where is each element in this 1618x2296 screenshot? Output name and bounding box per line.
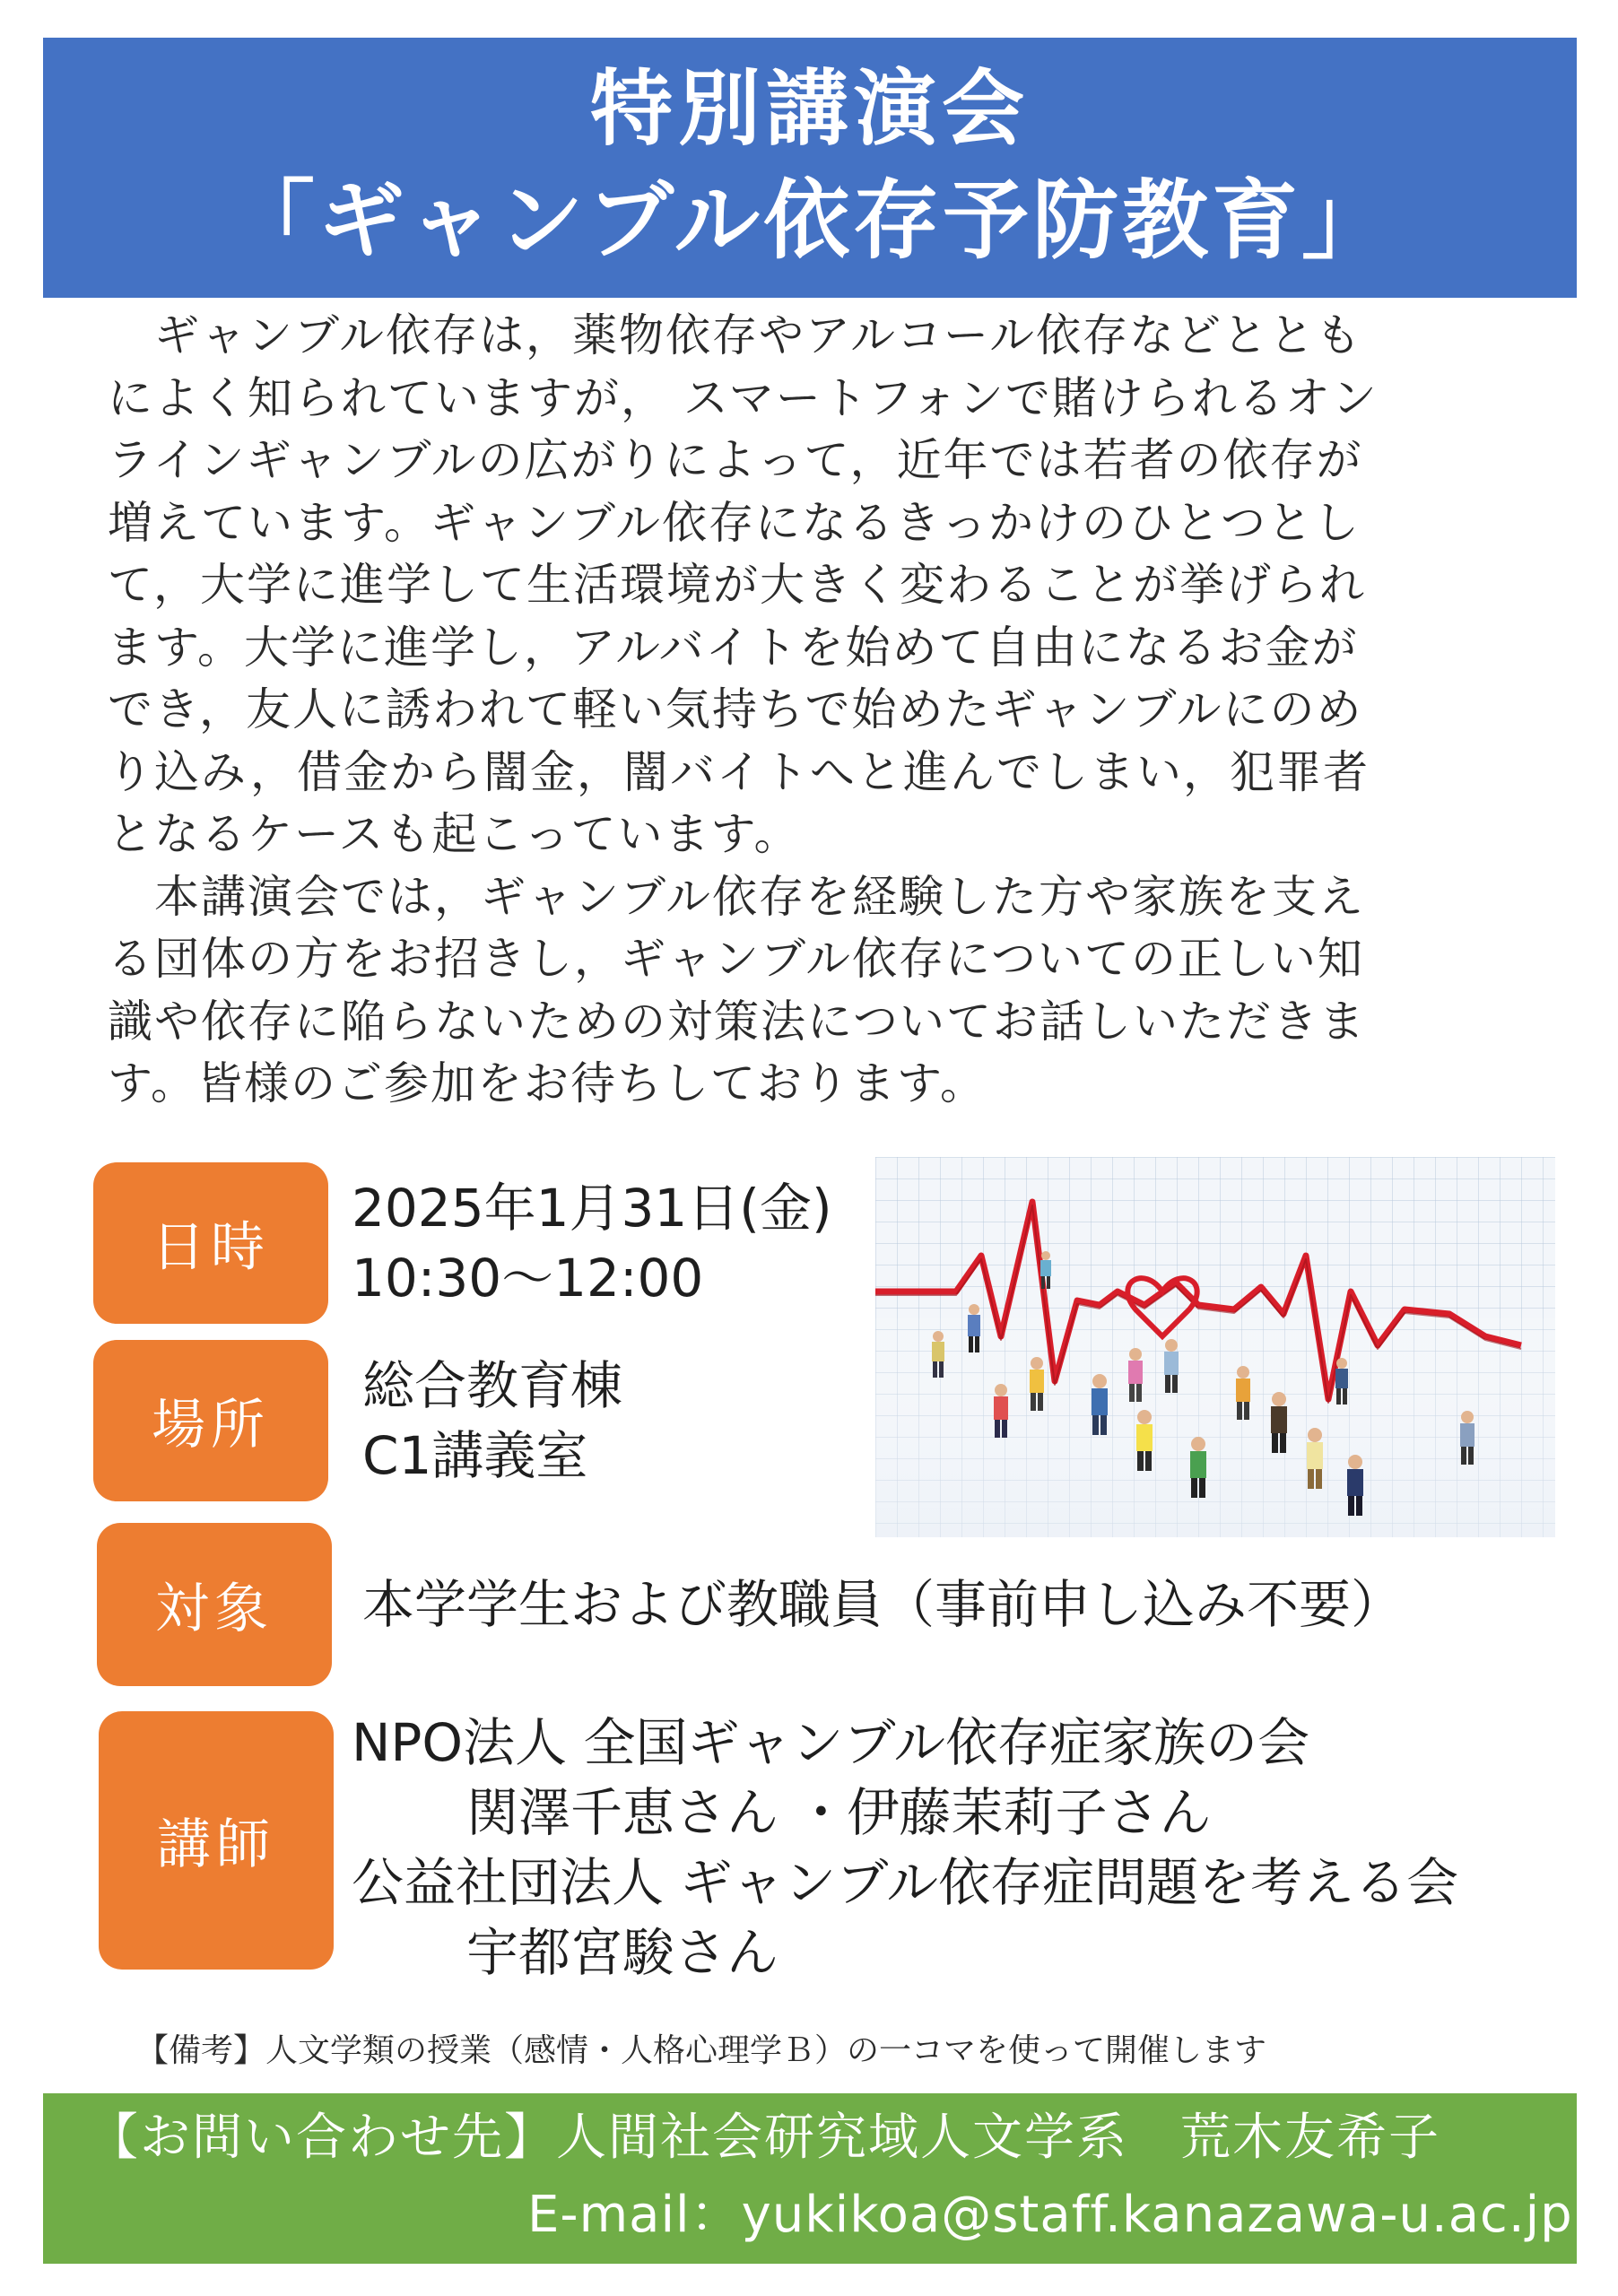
intro-line: によく知られていますが， スマートフォンで賭けられるオン [108, 371, 1379, 424]
lecturer-info [352, 1708, 1458, 1987]
datetime-label: 日時 [93, 1162, 328, 1324]
place-building: 総合教育棟 [362, 1355, 623, 1416]
lecturer-org-1: NPO法人 全国ギャンブル依存症家族の会 [352, 1712, 1310, 1773]
intro-line: す。皆様のご参加をお待ちしております。 [108, 1057, 987, 1109]
lecturer-label: 講師 [99, 1711, 334, 1970]
event-title: 特別講演会 [589, 61, 1030, 157]
intro-line: となるケースも起こっています。 [108, 808, 801, 860]
lecturer-org-2: 公益社団法人 ギャンブル依存症問題を考える会 [352, 1852, 1459, 1913]
intro-line: ます。大学に進学し，アルバイトを始めて自由になるお金が [108, 621, 1359, 674]
event-date: 2025年1月31日(金) [352, 1178, 832, 1239]
event-subtitle: 「ギャンブル依存予防教育」 [228, 170, 1392, 271]
heartbeat-illustration [875, 1157, 1555, 1537]
event-time: 10:30～12:00 [352, 1248, 704, 1309]
place-info [362, 1351, 622, 1491]
intro-line: 増えています。ギャンブル依存になるきっかけのひとつとし [108, 496, 1361, 549]
intro-line: り込み，借金から闇金，闇バイトへと進んでしまい，犯罪者 [108, 745, 1370, 798]
intro-line: 本講演会では，ギャンブル依存を経験した方や家族を支え [108, 870, 1365, 923]
intro-line: ラインギャンブルの広がりによって，近年では若者の依存が [108, 434, 1363, 486]
intro-line: る団体の方をお招きし，ギャンブル依存についての正しい知 [108, 933, 1364, 985]
remarks-note: 【備考】人文学類の授業（感情・人格心理学Ｂ）の一コマを使って開催します [136, 2032, 1267, 2069]
contact-banner [43, 2093, 1577, 2264]
lecturer-names-2: 宇都宮駿さん [466, 1922, 779, 1983]
contact-person: 【お問い合わせ先】人間社会研究域人文学系 荒木友希子 [88, 2109, 1440, 2167]
intro-line: でき，友人に誘われて軽い気持ちで始めたギャンブルにのめ [108, 683, 1363, 735]
intro-line: ギャンブル依存は，薬物依存やアルコール依存などととも [108, 309, 1362, 361]
intro-paragraph [108, 305, 1507, 1116]
lecturer-names-1: 関澤千恵さん ・伊藤茉莉子さん [466, 1782, 1212, 1843]
intro-line: 識や依存に陥らないための対策法についてお話しいただきま [108, 995, 1366, 1048]
place-room: C1講義室 [362, 1425, 588, 1486]
audience-text: 本学学生および教職員（事前申し込み不要） [362, 1574, 1404, 1635]
title-banner [43, 38, 1577, 298]
heartbeat-figures-image [875, 1157, 1555, 1537]
contact-email[interactable]: E-mail：yukikoa@staff.kanazawa-u.ac.jp [527, 2186, 1573, 2244]
audience-label: 対象 [97, 1523, 332, 1686]
datetime-info [352, 1173, 832, 1313]
place-label: 場所 [93, 1340, 328, 1501]
intro-line: て，大学に進学して生活環境が大きく変わることが挙げられ [108, 559, 1366, 611]
